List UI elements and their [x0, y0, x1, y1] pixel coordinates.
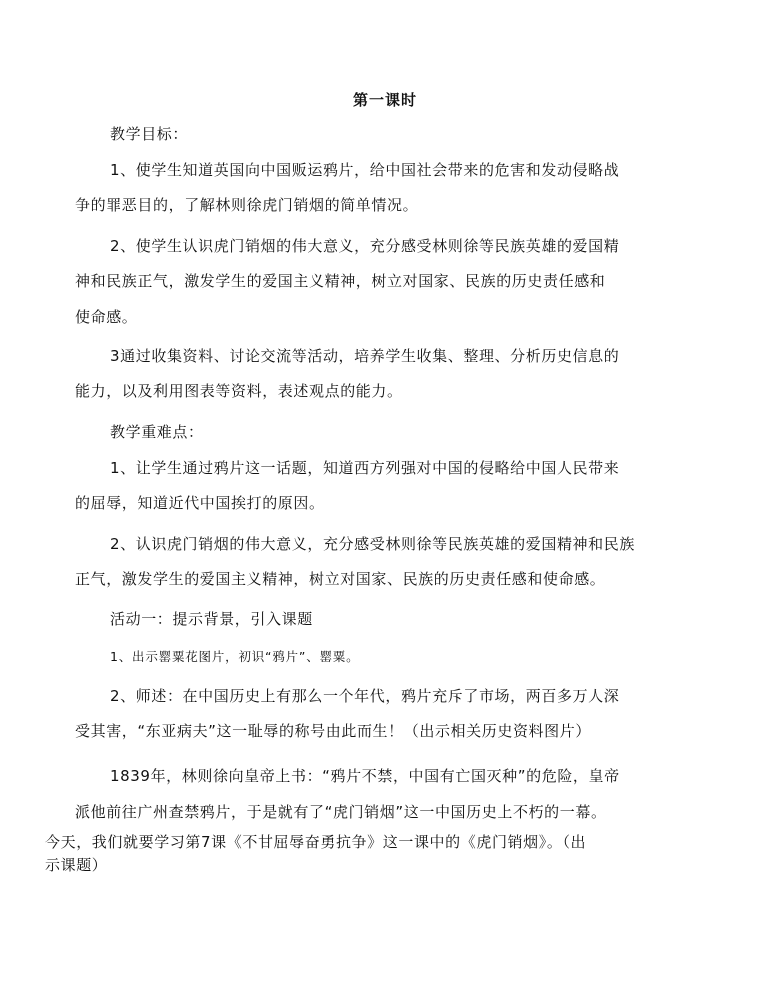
section-heading-objectives: 教学目标：	[110, 125, 189, 143]
section-heading-key-points: 教学重难点：	[110, 423, 204, 441]
activity-1-heading: 活动一：提示背景，引入课题	[110, 610, 313, 628]
key-point-2-line-1: 2、认识虎门销烟的伟大意义，充分感受林则徐等民族英雄的爱国精神和民族	[110, 535, 635, 553]
objective-2-line-2: 神和民族正气，激发学生的爱国主义精神，树立对国家、民族的历史责任感和	[75, 272, 606, 290]
objective-1-line-1: 1、使学生知道英国向中国贩运鸦片，给中国社会带来的危害和发动侵略战	[110, 161, 620, 179]
activity-step-2-line-1: 2、师述：在中国历史上有那么一个年代，鸦片充斥了市场，两百多万人深	[110, 687, 620, 705]
history-paragraph-line-1: 1839年，林则徐向皇帝上书：“鸦片不禁，中国有亡国灭种”的危险，皇帝	[110, 767, 620, 785]
activity-step-1: 1、出示罂粟花图片，初识“鸦片”、罂粟。	[110, 649, 360, 664]
history-paragraph-line-2: 派他前往广州查禁鸦片，于是就有了“虎门销烟”这一中国历史上不朽的一幕。	[75, 803, 607, 821]
objective-2-line-1: 2、使学生认识虎门销烟的伟大意义，充分感受林则徐等民族英雄的爱国精	[110, 237, 620, 255]
key-point-2-line-2: 正气，激发学生的爱国主义精神，树立对国家、民族的历史责任感和使命感。	[75, 570, 606, 588]
objective-3-line-1: 3通过收集资料、讨论交流等活动，培养学生收集、整理、分析历史信息的	[110, 347, 620, 365]
objective-3-line-2: 能力，以及利用图表等资料，表述观点的能力。	[75, 382, 403, 400]
intro-paragraph-line-1: 今天，我们就要学习第7课《不甘屈辱奋勇抗争》这一课中的《虎门销烟》。（出	[45, 833, 587, 851]
intro-paragraph-line-2: 示课题）	[45, 856, 108, 874]
key-point-1-line-1: 1、让学生通过鸦片这一话题，知道西方列强对中国的侵略给中国人民带来	[110, 459, 620, 477]
activity-step-2-line-2: 受其害，“东亚病夫”这一耻辱的称号由此而生！（出示相关历史资料图片）	[75, 722, 591, 740]
objective-2-line-3: 使命感。	[75, 308, 138, 326]
key-point-1-line-2: 的屈辱，知道近代中国挨打的原因。	[75, 494, 325, 512]
page-title: 第一课时	[352, 91, 417, 109]
objective-1-line-2: 争的罪恶目的，了解林则徐虎门销烟的简单情况。	[75, 196, 419, 214]
